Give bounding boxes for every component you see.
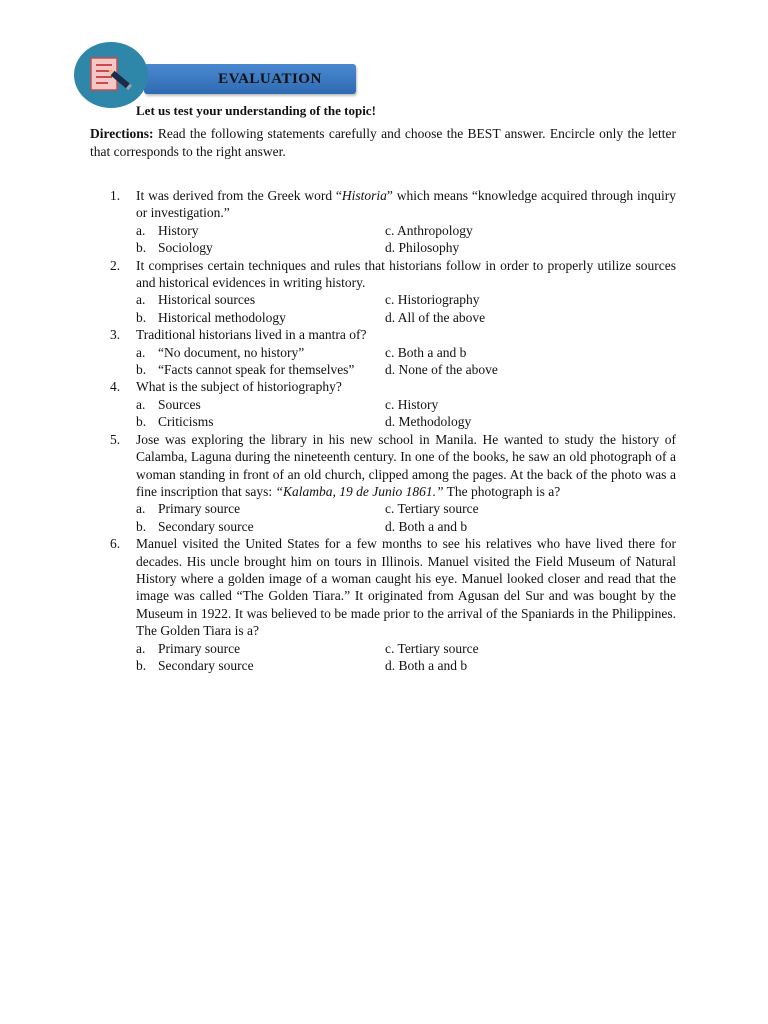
question-text-italic: Historia xyxy=(341,188,387,203)
answer-option-d[interactable] xyxy=(385,361,676,378)
answer-option-a[interactable] xyxy=(136,222,385,239)
option-letter[interactable]: c. xyxy=(385,344,395,360)
option-letter[interactable]: d. xyxy=(385,657,396,673)
option-text: History xyxy=(397,396,439,412)
question-number: 2. xyxy=(110,257,121,273)
question-2 xyxy=(110,257,676,327)
option-letter[interactable]: b. xyxy=(136,362,147,378)
question-text-part: The photograph is a? xyxy=(443,483,561,499)
option-letter[interactable]: b. xyxy=(136,657,147,673)
question-text-part: ” which means “knowledge acquired through inquiry or investigation.” xyxy=(136,188,676,221)
option-text: Methodology xyxy=(398,414,472,430)
option-text: Sociology xyxy=(158,240,213,256)
option-letter[interactable]: d. xyxy=(385,414,396,430)
question-text xyxy=(136,187,676,222)
question-text xyxy=(136,431,676,501)
answer-option-d[interactable] xyxy=(385,309,676,326)
option-letter[interactable]: d. xyxy=(385,518,396,534)
answer-option-b[interactable] xyxy=(136,361,385,378)
question-3 xyxy=(110,326,676,378)
checklist-pencil-icon xyxy=(88,55,134,95)
answer-option-d[interactable] xyxy=(385,239,676,256)
option-letter[interactable]: d. xyxy=(385,362,396,378)
option-text: Anthropology xyxy=(397,222,473,238)
option-text: Both a and b xyxy=(398,657,468,673)
option-text: Philosophy xyxy=(398,240,460,256)
option-text: “Facts cannot speak for themselves” xyxy=(158,362,355,378)
question-1 xyxy=(110,187,676,257)
answer-option-d[interactable] xyxy=(385,518,676,535)
question-text: Manuel visited the United States for a few months to see his relatives who have lived there for decades. His uncle brought him on tours in Illinois. Manuel visited the Field Museum of Natural History where a golden image of a woman caught his eye. Manuel looked closer and read that the image was called “The Golden Tiara.” It originated from Agusan del Sur and was bought by the Museum in 1922. It was believed to be made prior to the arrival of the Spaniards in the Philippines. The Golden Tiara is a? xyxy=(136,536,676,639)
question-text: It comprises certain techniques and rules that historians follow in order to properly utilize sources and historical evidences in writing history. xyxy=(136,257,676,291)
question-6 xyxy=(110,535,676,674)
question-list xyxy=(110,187,676,674)
question-text: What is the subject of historiography? xyxy=(136,379,342,395)
answer-option-c[interactable] xyxy=(385,291,676,308)
question-4 xyxy=(110,378,676,430)
option-letter[interactable]: d. xyxy=(385,240,396,256)
option-letter[interactable]: a. xyxy=(136,222,146,238)
answer-option-a[interactable] xyxy=(136,344,385,361)
answer-options xyxy=(136,344,676,379)
answer-option-c[interactable] xyxy=(385,640,676,657)
option-text: Criticisms xyxy=(158,414,214,430)
option-text: Both a and b xyxy=(397,344,467,360)
section-header xyxy=(74,42,364,108)
option-letter[interactable]: a. xyxy=(136,344,146,360)
question-5 xyxy=(110,431,676,535)
option-text: Primary source xyxy=(158,501,241,517)
question-text-italic: “Kalamba, 19 de Junio 1861.” xyxy=(275,483,444,499)
answer-option-b[interactable] xyxy=(136,518,385,535)
answer-options xyxy=(136,222,676,257)
answer-options xyxy=(136,640,676,675)
question-text-part: Jose was exploring the library in his new school in Manila. He wanted to study the history of Calamba, Laguna during the nineteenth century. In one of the books, he saw an old photograph of a woman standing in front of an old church, clipped among the pages. At the back of the photo was a fine inscription that says: xyxy=(136,431,676,499)
option-letter[interactable]: a. xyxy=(136,501,146,517)
option-letter[interactable]: c. xyxy=(385,396,395,412)
option-letter[interactable]: d. xyxy=(385,309,396,325)
section-banner xyxy=(144,64,356,94)
answer-option-d[interactable] xyxy=(385,657,676,674)
option-letter[interactable]: a. xyxy=(136,640,146,656)
answer-option-c[interactable] xyxy=(385,222,676,239)
option-text: History xyxy=(158,222,199,238)
option-text: None of the above xyxy=(398,362,498,378)
question-number: 6. xyxy=(110,536,121,552)
option-letter[interactable]: b. xyxy=(136,309,147,325)
answer-option-a[interactable] xyxy=(136,500,385,517)
option-letter[interactable]: c. xyxy=(385,292,395,308)
answer-options xyxy=(136,396,676,431)
option-text: Historiography xyxy=(397,292,480,308)
answer-option-c[interactable] xyxy=(385,396,676,413)
directions-text: Read the following statements carefully and choose the BEST answer. Encircle only the letter that corresponds to the right answer. xyxy=(90,126,676,159)
option-letter[interactable]: b. xyxy=(136,518,147,534)
option-text: Both a and b xyxy=(398,518,468,534)
answer-option-a[interactable] xyxy=(136,396,385,413)
option-text: Sources xyxy=(158,396,201,412)
question-number: 5. xyxy=(110,431,121,447)
answer-option-b[interactable] xyxy=(136,413,385,430)
section-title: EVALUATION xyxy=(218,71,322,87)
question-number: 4. xyxy=(110,379,121,395)
answer-option-b[interactable] xyxy=(136,657,385,674)
answer-option-c[interactable] xyxy=(385,344,676,361)
option-text: Historical sources xyxy=(158,292,256,308)
answer-option-a[interactable] xyxy=(136,291,385,308)
option-letter[interactable]: a. xyxy=(136,292,146,308)
answer-options xyxy=(136,500,676,535)
option-text: All of the above xyxy=(397,309,486,325)
directions-label: Directions: xyxy=(90,126,154,141)
option-letter[interactable]: a. xyxy=(136,396,146,412)
answer-option-c[interactable] xyxy=(385,500,676,517)
question-number: 3. xyxy=(110,327,121,343)
intro-text: Let us test your understanding of the topic! xyxy=(136,103,376,118)
option-letter[interactable]: c. xyxy=(385,222,395,238)
answer-option-b[interactable] xyxy=(136,239,385,256)
answer-option-b[interactable] xyxy=(136,309,385,326)
option-text: Tertiary source xyxy=(397,501,479,517)
option-letter[interactable]: c. xyxy=(385,640,395,656)
question-text: Traditional historians lived in a mantra of? xyxy=(136,327,367,343)
directions xyxy=(90,125,676,161)
option-text: “No document, no history” xyxy=(158,344,305,360)
evaluation-logo xyxy=(74,42,148,108)
option-text: Primary source xyxy=(158,640,241,656)
option-text: Secondary source xyxy=(158,657,254,673)
option-text: Secondary source xyxy=(158,518,254,534)
answer-option-a[interactable] xyxy=(136,640,385,657)
option-letter[interactable]: b. xyxy=(136,414,147,430)
answer-option-d[interactable] xyxy=(385,413,676,430)
option-text: Tertiary source xyxy=(397,640,479,656)
question-number: 1. xyxy=(110,188,121,203)
question-text-part: It was derived from the Greek word “ xyxy=(136,188,342,203)
answer-options xyxy=(136,291,676,326)
option-text: Historical methodology xyxy=(158,309,286,325)
option-letter[interactable]: b. xyxy=(136,240,147,256)
option-letter[interactable]: c. xyxy=(385,501,395,517)
